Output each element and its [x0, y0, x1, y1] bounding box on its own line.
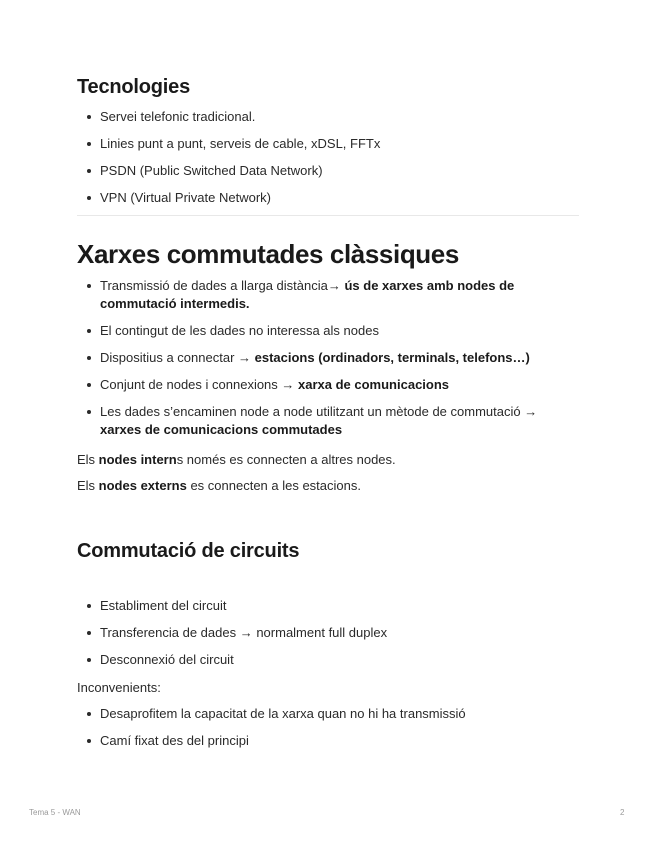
item-text: Transmissió de dades a llarga distància→	[100, 278, 345, 293]
inconvenients-label: Inconvenients:	[77, 680, 161, 695]
xarxes-list	[77, 277, 567, 439]
page-number: 2	[620, 808, 625, 817]
item-bold: estacions (ordinadors, terminals, telefons…)	[254, 350, 530, 365]
para-text: Els	[77, 452, 99, 467]
list-item	[77, 277, 567, 313]
item-text: Dispositius a connectar →	[100, 350, 255, 365]
item-bold: ús de xarxes amb nodes de commutació intermedis.	[100, 278, 515, 311]
list-item	[77, 376, 567, 394]
tecnologies-list	[77, 108, 567, 207]
list-item	[77, 349, 567, 367]
item-text: Conjunt de nodes i connexions →	[100, 377, 299, 392]
inconvenients-list	[77, 705, 567, 750]
list-item: Desaprofitem la capacitat de la xarxa quan no hi ha transmissió	[77, 705, 567, 723]
list-item: Servei telefonic tradicional.	[77, 108, 567, 126]
list-item	[77, 322, 567, 340]
item-text: Les dades s’encaminen node a node utilitzant un mètode de commutació →	[100, 404, 538, 419]
para-text: Els	[77, 478, 99, 493]
paragraph-nodes-externs	[77, 477, 361, 495]
list-item: Transferencia de dades → normalment full duplex	[77, 624, 567, 642]
list-item: Desconnexió del circuit	[77, 651, 567, 669]
footer-left: Tema 5 - WAN	[29, 808, 81, 817]
para-bold: nodes externs	[98, 478, 187, 493]
para-text: s només es connecten a altres nodes.	[176, 452, 396, 467]
item-bold: xarxa de comunicacions	[298, 377, 450, 392]
section-divider	[77, 215, 579, 216]
list-item: Camí fixat des del principi	[77, 732, 567, 750]
section-title-circuits: Commutació de circuits	[77, 540, 300, 562]
para-bold: nodes intern	[98, 452, 177, 467]
item-text: El contingut de les dades no interessa als nodes	[100, 323, 379, 338]
para-text: es connecten a les estacions.	[186, 478, 361, 493]
section-title-tecnologies: Tecnologies	[77, 76, 191, 98]
list-item: Establiment del circuit	[77, 597, 567, 615]
paragraph-nodes-interns	[77, 451, 396, 469]
list-item: Linies punt a punt, serveis de cable, xDSL, FFTx	[77, 135, 567, 153]
list-item: PSDN (Public Switched Data Network)	[77, 162, 567, 180]
section-title-xarxes: Xarxes commutades clàssiques	[77, 239, 459, 269]
list-item	[77, 403, 567, 439]
list-item: VPN (Virtual Private Network)	[77, 189, 567, 207]
item-bold: xarxes de comunicacions commutades	[100, 422, 343, 437]
circuits-steps-list	[77, 597, 567, 669]
